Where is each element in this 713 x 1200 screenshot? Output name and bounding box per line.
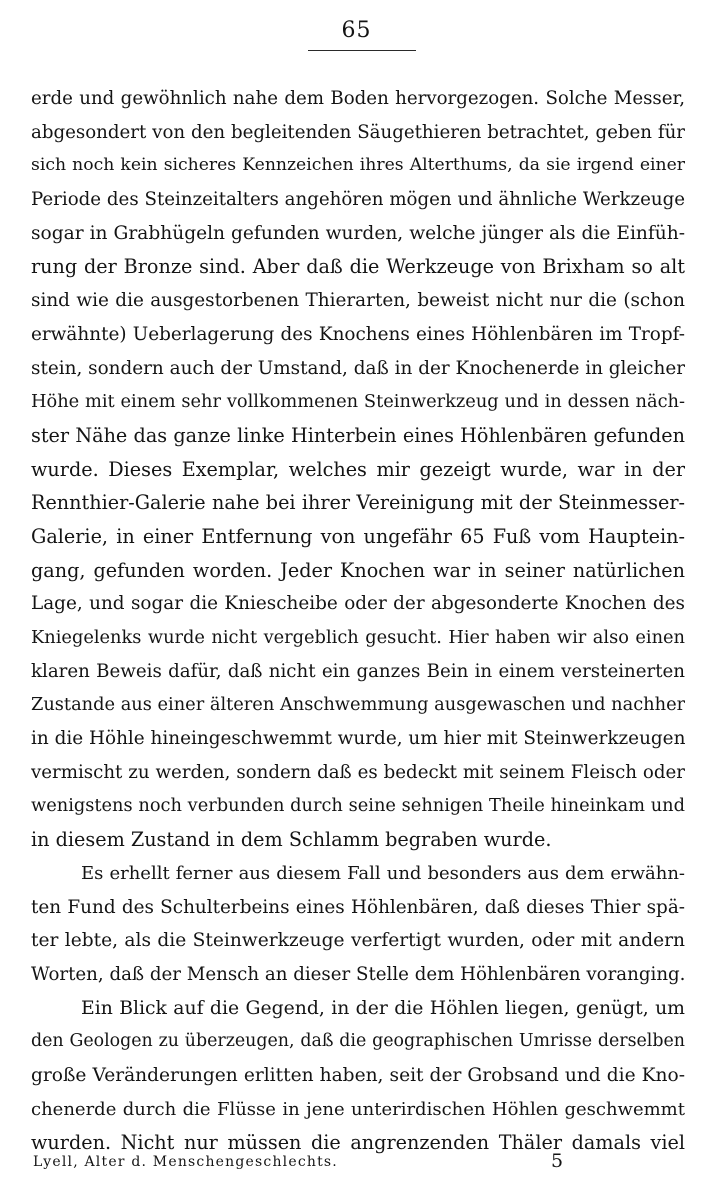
text-line: gang, gefunden worden. Jeder Knochen war in seiner natürlichen xyxy=(31,558,685,582)
text-line: abgesondert von den begleitenden Säugethieren betrachtet, geben für xyxy=(31,121,685,143)
text-line: Periode des Steinzeitalters angehören mögen und ähnliche Werkzeuge xyxy=(31,189,685,211)
body-text xyxy=(31,82,685,1160)
paragraph-3 xyxy=(31,992,685,1160)
text-line: wurde. Dieses Exemplar, welches mir gezeigt wurde, war in der xyxy=(31,457,685,481)
text-line: erde und gewöhnlich nahe dem Boden hervorgezogen. Solche Messer, xyxy=(31,88,685,109)
text-line: Höhe mit einem sehr vollkommenen Steinwerkzeug und in dessen näch- xyxy=(31,391,685,413)
text-line: in diesem Zustand in dem Schlamm begraben wurde. xyxy=(31,828,552,852)
text-line: erwähnte) Ueberlagerung des Knochens eines Höhlenbären im Tropf- xyxy=(31,323,685,345)
text-line: Ein Blick auf die Gegend, in der die Höhlen liegen, genügt, um xyxy=(81,997,685,1019)
text-line: in die Höhle hineingeschwemmt wurde, um hier mit Steinwerkzeugen xyxy=(31,728,685,750)
text-line: sogar in Grabhügeln gefunden wurden, welche jünger als die Einfüh- xyxy=(31,222,685,244)
text-line: große Veränderungen erlitten haben, seit der Grobsand und die Kno- xyxy=(31,1064,685,1086)
signature-mark: 5 xyxy=(551,1150,564,1172)
text-line: sind wie die ausgestorbenen Thierarten, beweist nicht nur die (schon xyxy=(31,290,685,312)
text-line: den Geologen zu überzeugen, daß die geographischen Umrisse derselben xyxy=(31,1031,685,1052)
text-line: Es erhellt ferner aus diesem Fall und besonders aus dem erwähn- xyxy=(81,862,685,884)
text-line: vermischt zu werden, sondern daß es bedeckt mit seinem Fleisch oder xyxy=(31,761,685,783)
text-line: Lage, und sogar die Kniescheibe oder der abgesonderte Knochen des xyxy=(31,593,685,615)
text-line: ter lebte, als die Steinwerkzeuge verfertigt wurden, oder mit andern xyxy=(31,930,685,952)
paragraph-1 xyxy=(31,82,685,857)
text-line: wenigstens noch verbunden durch seine sehnigen Theile hineinkam und xyxy=(31,795,685,817)
text-line: rung der Bronze sind. Aber daß die Werkzeuge von Brixham so alt xyxy=(31,255,685,279)
text-line: Galerie, in einer Entfernung von ungefähr 65 Fuß vom Hauptein- xyxy=(31,524,685,548)
text-line: Worten, daß der Mensch an dieser Stelle dem Höhlenbären voranging. xyxy=(31,963,685,985)
text-line: Rennthier-Galerie nahe bei ihrer Vereinigung mit der Steinmesser- xyxy=(31,491,685,515)
text-line: ten Fund des Schulterbeins eines Höhlenbären, daß dieses Thier spä- xyxy=(31,896,685,918)
printer-signature: Lyell, Alter d. Menschengeschlechts. xyxy=(33,1154,338,1170)
text-line: chenerde durch die Flüsse in jene unterirdischen Höhlen geschwemmt xyxy=(31,1098,685,1120)
header-rule xyxy=(308,50,416,51)
text-line: Zustande aus einer älteren Anschwemmung ausgewaschen und nachher xyxy=(31,694,685,716)
page-footer xyxy=(33,1150,673,1174)
text-line: wurden. Nicht nur müssen die angrenzenden Thäler damals viel xyxy=(31,1131,685,1155)
text-line: sich noch kein sicheres Kennzeichen ihres Alterthums, da sie irgend einer xyxy=(31,155,685,176)
paragraph-2 xyxy=(31,857,685,992)
text-line: Kniegelenks wurde nicht vergeblich gesucht. Hier haben wir also einen xyxy=(31,627,685,648)
text-line: ster Nähe das ganze linke Hinterbein eines Höhlenbären gefunden xyxy=(31,423,685,447)
text-line: stein, sondern auch der Umstand, daß in der Knochenerde in gleicher xyxy=(31,357,685,379)
text-line: klaren Beweis dafür, daß nicht ein ganzes Bein in einem versteinerten xyxy=(31,660,685,682)
page-number: 65 xyxy=(341,18,372,43)
